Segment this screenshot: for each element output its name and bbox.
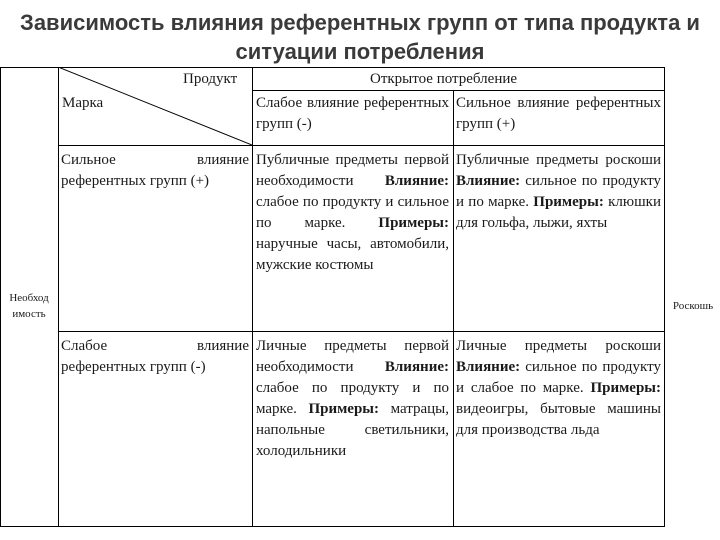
table-cell — [456, 336, 661, 441]
examples-label: Примеры: — [378, 215, 449, 231]
table-divider — [252, 67, 253, 527]
cell-intro: Публичные предметы роскоши — [456, 152, 661, 168]
table-divider — [58, 331, 665, 332]
influence-label: Влияние: — [384, 173, 449, 189]
table-divider — [58, 145, 665, 146]
influence-text: сильное по продукту и по марке. — [456, 173, 661, 210]
influence-label: Влияние: — [384, 359, 449, 375]
row-label-weak: Слабое влияние референтных групп (-) — [61, 338, 249, 375]
examples-label: Примеры: — [308, 401, 380, 417]
strong-column-header: Сильное влияние референтных групп (+) — [456, 95, 661, 132]
influence-label: Влияние: — [456, 359, 521, 375]
influence-label: Влияние: — [456, 173, 521, 189]
cell-intro: Личные предметы роскоши — [456, 338, 661, 354]
necessity-label: Необход имость — [9, 292, 49, 320]
examples-label: Примеры: — [590, 380, 662, 396]
brand-label: Марка — [62, 95, 104, 111]
cell-intro: Публичные предметы первой необходимости — [256, 152, 449, 189]
table-divider — [252, 90, 665, 91]
examples-label: Примеры: — [533, 194, 604, 210]
table-cell — [256, 150, 449, 276]
table-cell — [256, 336, 449, 462]
page-title: Зависимость влияния референтных групп от типа продукта и ситуации потребления — [20, 10, 700, 64]
product-label: Продукт — [183, 71, 238, 87]
influence-text: слабое по продукту и по марке. — [256, 380, 449, 417]
table-cell — [456, 150, 661, 234]
luxury-label: Роскошь — [672, 300, 714, 312]
examples-text: матрацы, напольные светильники, холодильники — [256, 401, 449, 459]
weak-column-header: Слабое влияние референтных групп (-) — [256, 95, 449, 132]
cell-intro: Личные предметы первой необходимости — [256, 338, 449, 375]
consumption-header: Открытое потребление — [370, 71, 518, 87]
influence-text: сильное по продукту и слабое по марке. — [456, 359, 661, 396]
table-divider — [453, 90, 454, 527]
examples-text: клюшки для гольфа, лыжи, яхты — [456, 194, 661, 231]
row-label-strong: Сильное влияние референтных групп (+) — [61, 152, 249, 189]
examples-text: наручные часы, автомобили, мужские костюмы — [256, 236, 449, 273]
influence-text: слабое по продукту и сильное по марке. — [256, 194, 449, 231]
examples-text: видеоигры, бытовые машины для производства льда — [456, 401, 661, 438]
